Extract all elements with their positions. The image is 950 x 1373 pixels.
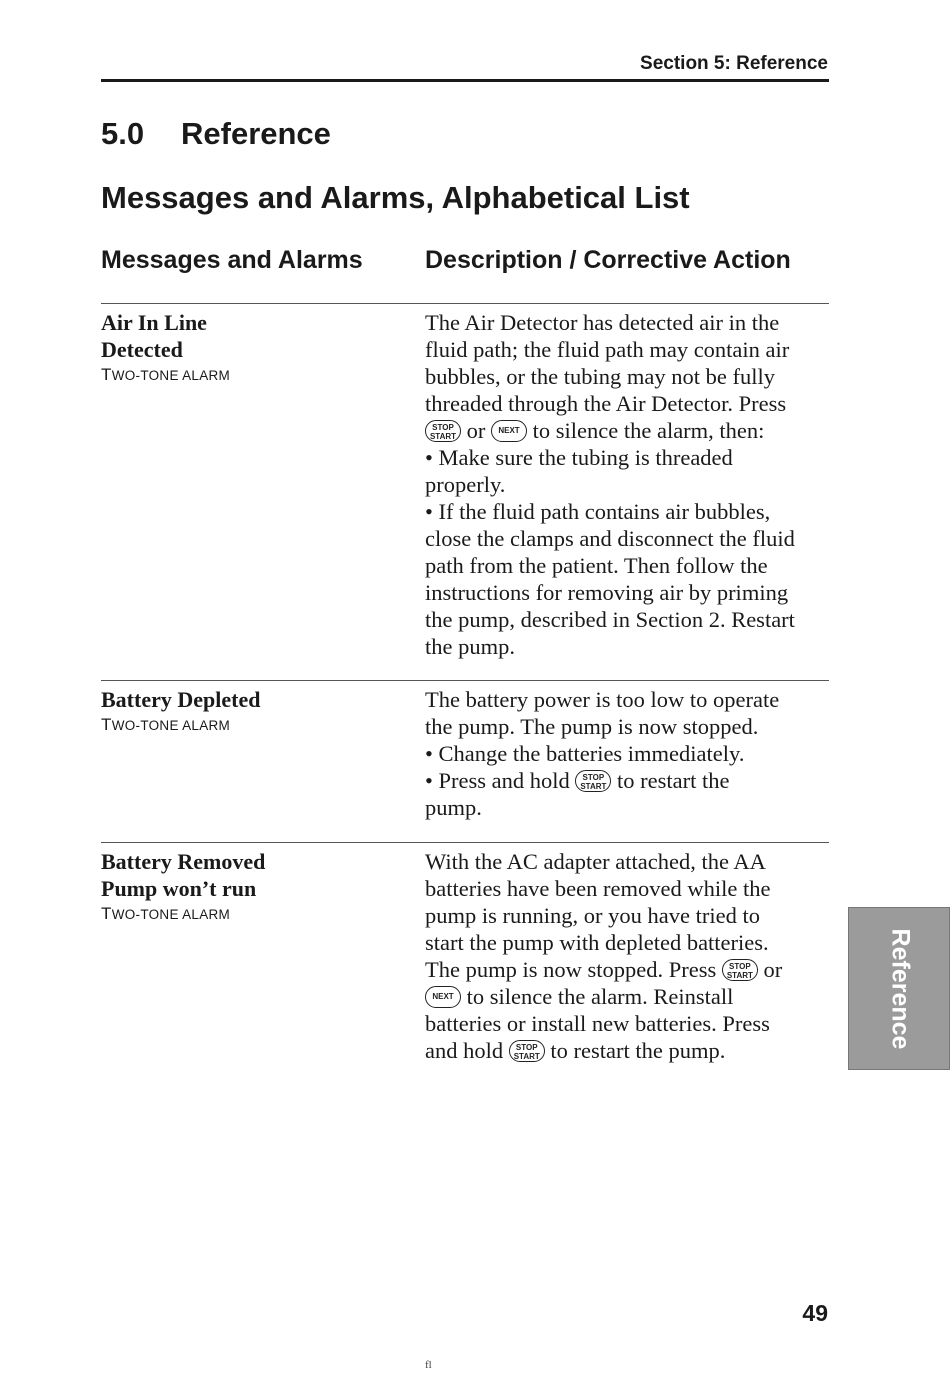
- stop-start-key-icon: STOP START: [722, 959, 758, 981]
- description-line: close the clamps and disconnect the fluid: [425, 526, 795, 551]
- alarm-initial: T: [101, 904, 112, 923]
- description-line: the pump, described in Section 2. Restart: [425, 607, 795, 632]
- message-name: Battery Removed: [101, 849, 266, 874]
- stop-start-key-icon: STOP START: [509, 1040, 545, 1062]
- description-line: instructions for removing air by priming: [425, 580, 789, 605]
- description-cell: [425, 848, 829, 1064]
- table-rule: [101, 680, 829, 681]
- stop-start-key-icon: STOP START: [425, 420, 461, 442]
- description-line: path from the patient. Then follow the: [425, 553, 768, 578]
- description-line: The pump is now stopped. Press STOP START or: [425, 957, 783, 982]
- description-line: STOP START or NEXT to silence the alarm, then:: [425, 417, 829, 444]
- section-title: [101, 116, 331, 152]
- alarm-initial: T: [101, 715, 112, 734]
- message-cell: [101, 309, 401, 388]
- section-title-text: Reference: [181, 116, 331, 151]
- description-line: bubbles, or the tubing may not be fully: [425, 364, 775, 389]
- description-line: • Make sure the tubing is threaded: [425, 445, 733, 470]
- description-line: and hold STOP START to restart the pump.: [425, 1038, 726, 1063]
- description-line: pump.: [425, 795, 482, 820]
- column-header-description: Description / Corrective Action: [425, 246, 791, 274]
- page-title: Messages and Alarms, Alphabetical List: [101, 180, 690, 215]
- alarm-rest: WO-TONE ALARM: [111, 907, 231, 922]
- description-line: The battery power is too low to operate: [425, 687, 780, 712]
- description-line: pump is running, or you have tried to: [425, 903, 760, 928]
- message-cell: [101, 848, 401, 927]
- description-line: batteries have been removed while the: [425, 876, 771, 901]
- alarm-type: [101, 902, 401, 927]
- message-name: Battery Depleted: [101, 687, 261, 712]
- stop-start-key-icon: STOP START: [575, 770, 611, 792]
- alarm-type: [101, 713, 401, 738]
- description-line: NEXT to silence the alarm. Reinstall: [425, 983, 829, 1010]
- page-number: 49: [802, 1300, 828, 1326]
- description-line: With the AC adapter attached, the AA: [425, 849, 766, 874]
- description-line: properly.: [425, 472, 506, 497]
- message-cell: [101, 686, 401, 738]
- description-cell: [425, 686, 829, 821]
- description-line: The Air Detector has detected air in the: [425, 310, 780, 335]
- description-line: batteries or install new batteries. Press: [425, 1011, 770, 1036]
- alarm-type: [101, 363, 401, 388]
- description-line: • Press and hold STOP START to restart the: [425, 768, 730, 793]
- description-line: • If the fluid path contains air bubbles,: [425, 499, 771, 524]
- description-line: the pump. The pump is now stopped.: [425, 714, 759, 739]
- table-rule: [101, 303, 829, 304]
- description-line: threaded through the Air Detector. Press: [425, 391, 787, 416]
- next-key-icon: NEXT: [491, 420, 527, 442]
- description-line: • Change the batteries immediately.: [425, 741, 745, 766]
- description-line: fluid path; the fluid path may contain air: [425, 337, 790, 362]
- next-key-icon: NEXT: [425, 986, 461, 1008]
- description-line: start the pump with depleted batteries.: [425, 930, 769, 955]
- description-cell: [425, 309, 829, 660]
- column-header-messages: Messages and Alarms: [101, 246, 363, 274]
- reference-side-tab: [848, 907, 950, 1070]
- description-line: the pump.: [425, 634, 515, 659]
- running-head: Section 5: Reference: [640, 53, 828, 74]
- header-rule: [101, 79, 829, 82]
- section-number: 5.0: [101, 116, 145, 151]
- message-name: Air In Line: [101, 310, 207, 335]
- side-tab-label: Reference: [886, 928, 915, 1050]
- message-name: Pump won’t run: [101, 876, 257, 901]
- alarm-rest: WO-TONE ALARM: [111, 718, 231, 733]
- table-rule: [101, 842, 829, 843]
- footer-mark: fl: [425, 1359, 432, 1371]
- alarm-rest: WO-TONE ALARM: [111, 368, 231, 383]
- alarm-initial: T: [101, 365, 112, 384]
- message-name: Detected: [101, 337, 183, 362]
